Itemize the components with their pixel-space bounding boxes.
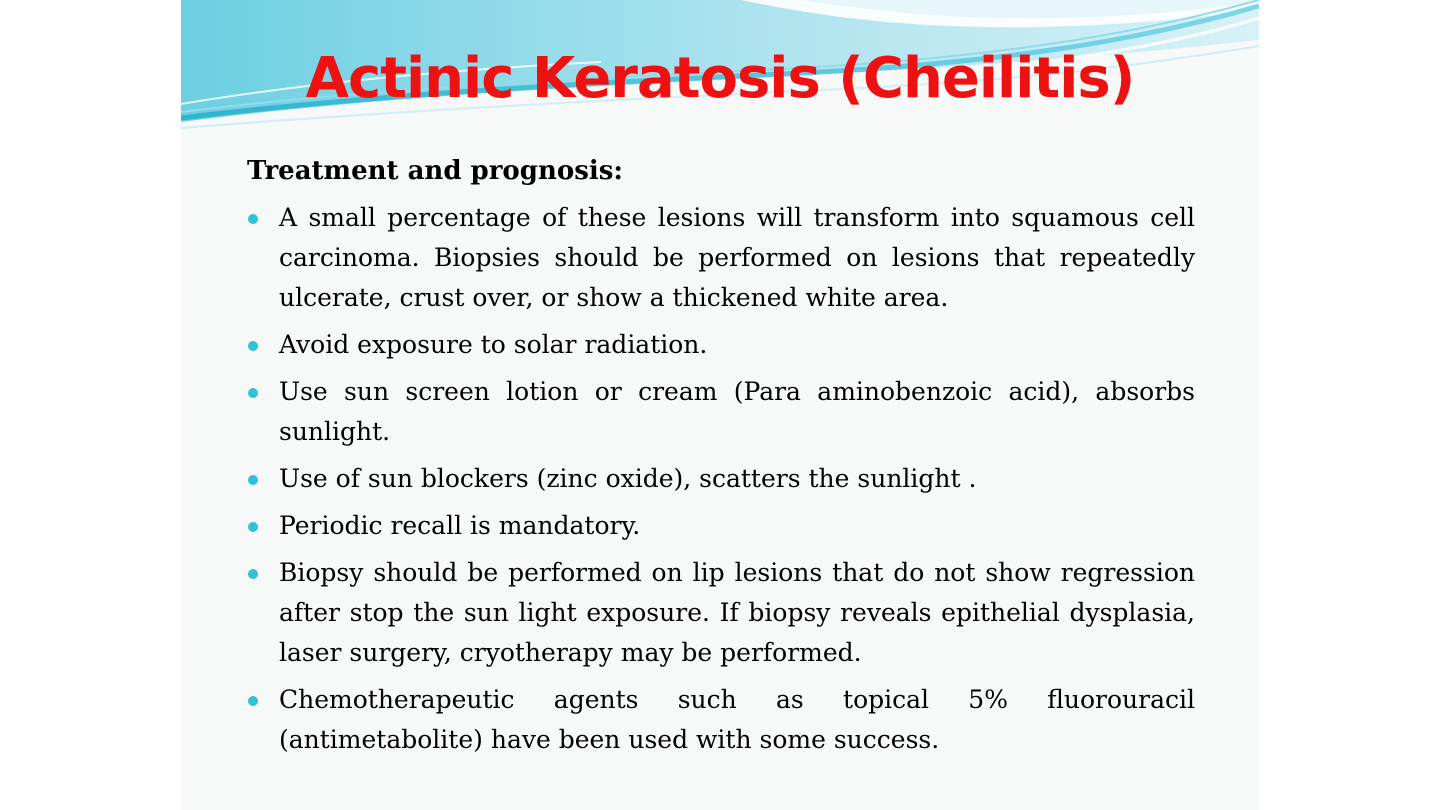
bullet-text: Periodic recall is mandatory. xyxy=(279,511,641,540)
list-item xyxy=(247,680,1195,760)
slide-title: Actinic Keratosis (Cheilitis) xyxy=(305,46,1135,111)
bullet-text: Use of sun blockers (zinc oxide), scatters the sunlight . xyxy=(279,464,977,493)
list-item xyxy=(247,459,1195,499)
list-item xyxy=(247,553,1195,673)
list-item xyxy=(247,372,1195,452)
bullet-dot-icon xyxy=(248,475,258,485)
bullet-dot-icon xyxy=(248,388,258,398)
bullet-list xyxy=(247,198,1195,760)
section-heading: Treatment and prognosis: xyxy=(247,156,623,186)
list-item xyxy=(247,506,1195,546)
bullet-text: A small percentage of these lesions will transform into squamous cell carcinoma. Biopsies should be performed on lesions that repeatedly ulcerate, crust over, or show a thickened white area. xyxy=(279,203,1195,312)
bullet-text: Use sun screen lotion or cream (Para aminobenzoic acid), absorbs sunlight. xyxy=(279,377,1195,446)
bullet-text: Chemotherapeutic agents such as topical 5% fluorouracil (antimetabolite) have been used with some success. xyxy=(279,685,1195,754)
bullet-dot-icon xyxy=(248,522,258,532)
bullet-text: Biopsy should be performed on lip lesions that do not show regression after stop the sun light exposure. If biopsy reveals epithelial dysplasia, laser surgery, cryotherapy may be performed. xyxy=(279,558,1195,667)
bullet-dot-icon xyxy=(248,214,258,224)
bullet-dot-icon xyxy=(248,569,258,579)
slide-content xyxy=(247,152,1195,767)
list-item xyxy=(247,198,1195,318)
bullet-dot-icon xyxy=(248,696,258,706)
bullet-dot-icon xyxy=(248,341,258,351)
slide xyxy=(181,0,1259,810)
bullet-text: Avoid exposure to solar radiation. xyxy=(279,330,708,359)
list-item xyxy=(247,325,1195,365)
